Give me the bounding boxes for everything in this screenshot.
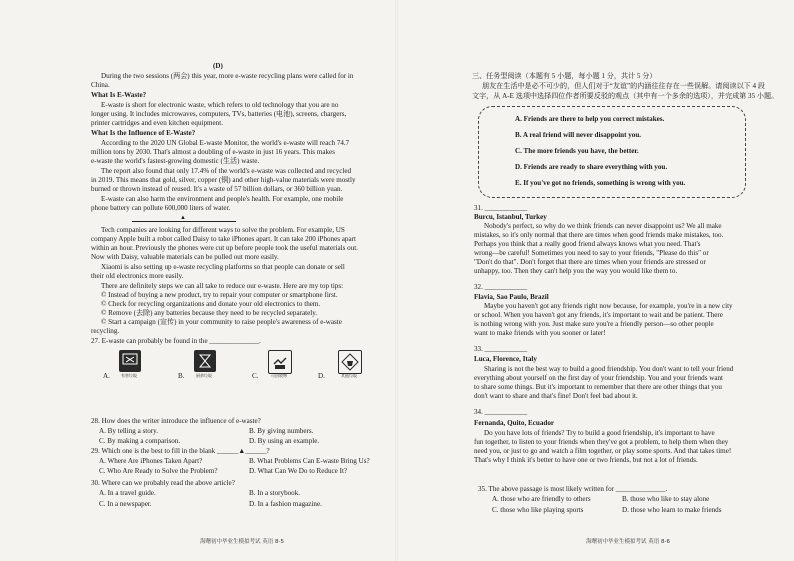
q30-option-a[interactable]: A. In a travel guide. [99, 489, 156, 497]
para-intro-2: China. [91, 81, 110, 89]
p31-line-5: "Don't do that". Don't forget that there are times when your friends are stressed or [474, 258, 706, 266]
para-report-2: in 2019. This means that gold, silver, copper (铜) and other high-value materials were mostly [91, 176, 356, 184]
question-35: 35. The above passage is most likely written for ______________. [478, 485, 668, 493]
para-ewaste-3: printer cartridges and even kitchen equipment. [91, 119, 223, 127]
para-influence-3: e-waste the world's fastest-growing domestic (生活) waste. [91, 157, 260, 165]
question-32[interactable]: 32. ____________ [474, 283, 528, 291]
box-option-b: B. A real friend will never disappoint you. [515, 131, 642, 139]
hazardous-caption: 有害垃圾 [121, 373, 137, 378]
para-report-3: burned or thrown instead of reused. It's a waste of 57 billion dollars, or 360 billion yuan. [91, 185, 343, 193]
p34-line-3: need you, or just to go and watch a film together, or play some sports. And that takes time! [474, 447, 732, 455]
para-harm-1: E-waste can also harm the environment and people's health. For example, one mobile [101, 195, 344, 203]
p31-line-1: Nobody's perfect, so why do we think friends can never disappoint us? We all make [484, 222, 722, 230]
tip-1: © Instead of buying a new product, try to repair your computer or smartphone first. [101, 291, 338, 299]
p34-line-2: fun together, to listen to your friends when they've got a problem, to help them when they [474, 438, 729, 446]
q30-option-c[interactable]: C. In a newspaper. [99, 500, 152, 508]
q35-option-a[interactable]: A. those who are friendly to others [492, 495, 591, 503]
q27-option-c[interactable]: C. [252, 372, 259, 380]
question-30: 30. Where can we probably read the above article? [91, 479, 235, 487]
p31-line-2: mistakes, so it's only normal that there are times when good friends make mistakes, too. [474, 231, 724, 239]
q27-option-b[interactable]: B. [178, 372, 185, 380]
question-31[interactable]: 31. ____________ [474, 204, 528, 212]
box-option-c: C. The more friends you have, the better. [515, 147, 639, 155]
question-27: 27. E-waste can probably be found in the ______________. [91, 337, 261, 345]
instructions-1: 朋友在生活中是必不可少的，但人们对于“友谊”的内涵往往存在一些误解。请阅读以下 4 段 [482, 82, 765, 90]
para-report-1: The report also found that only 17.4% of the world's e-waste was collected and recycled [101, 167, 352, 175]
para-influence-2: million tons by 2030. That's almost a doubling of e-waste in just 16 years. This makes [91, 148, 335, 156]
p31-line-4: wrong—be careful! Sometimes you need to say to your friends, "Please do this" or [474, 249, 709, 257]
tip-3: © Remove (去除) any batteries because they need to be recycled separately. [101, 309, 318, 317]
para-tech-4: Now with Daisy, valuable materials can be pulled out more easily. [91, 253, 279, 261]
p31-author: Burcu, Istanbul, Turkey [474, 213, 547, 221]
p32-line-3: is nothing wrong with you. Just make sure you're a friendly person—so other people [474, 320, 714, 328]
kitchen-waste-icon [194, 350, 216, 372]
p33-line-4: don't want to share and that's fine! Don't feel bad about it. [474, 392, 638, 400]
left-footer: 海曙初中毕业生模拟考试 英语 8-5 [200, 539, 284, 545]
other-waste-icon [338, 350, 362, 374]
para-ewaste-2: longer using. It includes microwaves, computers, TVs, batteries (电池), screens, chargers, [91, 110, 347, 118]
q27-option-a[interactable]: A. [103, 372, 110, 380]
instructions-2: 文字，从 A-E 选项中选择四位作者所要反驳的观点（其中有一个多余的选项），并完成第 35 小题。 [472, 92, 779, 100]
para-xiaomi-2: their old electronics more easily. [91, 272, 184, 280]
p32-author: Flavia, Sao Paulo, Brazil [474, 293, 549, 301]
p33-line-3: to share some things. But it's important to remember that there are other things that you [474, 383, 722, 391]
question-33[interactable]: 33. ____________ [474, 345, 528, 353]
tips-end: recycling. [91, 327, 120, 335]
q30-option-b[interactable]: B. In a storybook. [249, 489, 301, 497]
q29-option-a[interactable]: A. Where Are iPhones Taken Apart? [99, 457, 203, 465]
heading-influence: What Is the Influence of E-Waste? [91, 129, 196, 137]
para-ewaste-1: E-waste is short for electronic waste, which refers to old technology that you are no [101, 101, 339, 109]
question-29: 29. Which one is the best to fill in the blank ______▲______? [91, 447, 270, 455]
para-harm-2: phone battery can pollute 600,000 liters of water. [91, 204, 231, 212]
q28-option-a[interactable]: A. By telling a story. [99, 427, 159, 435]
para-intro-1: During the two sessions (两会) this year, more e-waste recycling plans were called for in [101, 72, 354, 80]
p33-line-2: everything about yourself on the first day of your friendship. You and your friends want [474, 374, 724, 382]
right-page [397, 0, 794, 561]
para-tech-2: company Apple built a robot called Daisy to take iPhones apart. It can take 200 iPhones apart [91, 235, 356, 243]
box-option-a: A. Friends are there to help you correct mistakes. [515, 115, 665, 123]
q35-option-c[interactable]: C. those who like playing sports [492, 506, 584, 514]
kitchen-caption: 厨余垃圾 [196, 373, 212, 378]
other-caption: 其他垃圾 [341, 373, 357, 378]
q29-option-b[interactable]: B. What Problems Can E-waste Bring Us? [249, 457, 370, 465]
box-option-e: E. If you've got no friends, something is wrong with you. [515, 179, 686, 187]
q28-option-b[interactable]: B. By giving numbers. [249, 427, 314, 435]
q35-option-d[interactable]: D. those who learn to make friends [622, 506, 722, 514]
q28-option-d[interactable]: D. By using an example. [249, 437, 320, 445]
p31-line-6: unhappy, too. Then they can't help you the way you would like them to. [474, 267, 678, 275]
p33-line-1: Sharing is not the best way to build a good friendship. You don't want to tell your friend [484, 365, 734, 373]
question-28: 28. How does the writer introduce the influence of e-waste? [91, 417, 261, 425]
q29-option-c[interactable]: C. Who Are Ready to Solve the Problem? [99, 467, 218, 475]
tip-2: © Check for recycling organizations and donate your old electronics to them. [101, 300, 321, 308]
section-header: 三、任务型阅读（本题有 5 小题，每小题 1 分，共计 5 分） [472, 72, 657, 80]
q30-option-d[interactable]: D. In a fashion magazine. [249, 500, 322, 508]
blank-marker: ▲ [180, 215, 186, 221]
hazardous-waste-icon [119, 350, 141, 372]
p32-line-2: or school. When you haven't got any friends, it's important to wait and be patient. There [474, 311, 723, 319]
q29-option-d[interactable]: D. What Can We Do to Reduce It? [249, 467, 348, 475]
heading-what-is-ewaste: What Is E-Waste? [91, 91, 147, 99]
tip-4: © Start a campaign (宣传) in your community to raise people's awareness of e-waste [101, 318, 342, 326]
q27-option-d[interactable]: D. [318, 372, 325, 380]
p32-line-1: Maybe you haven't got any friends right now because, for example, you're in a new city [484, 302, 733, 310]
recyclable-caption: 可回收物 [271, 373, 287, 378]
p33-author: Luca, Florence, Italy [474, 355, 537, 363]
para-tips: There are definitely steps we can all take to reduce our e-waste. Here are my top tips: [101, 282, 344, 290]
p34-line-4: That's why I think it's better to have one or two friends, but not a lot of friends. [474, 456, 698, 464]
p34-author: Fernanda, Quito, Ecuador [474, 419, 555, 427]
para-tech-3: within an hour. Previously the phones were cut up before people took the useful materials out. [91, 244, 358, 252]
q35-option-b[interactable]: B. those who like to stay alone [622, 495, 710, 503]
recyclable-waste-icon [268, 350, 292, 374]
para-tech-1: Tech companies are looking for different ways to solve the problem. For example, US [101, 226, 345, 234]
p34-line-1: Do you have lots of friends? Try to build a good friendship, it's important to have [484, 429, 715, 437]
p32-line-4: want to make friends with you sooner or later! [474, 329, 606, 337]
q28-option-c[interactable]: C. By making a comparison. [99, 437, 181, 445]
section-label: (D) [213, 62, 223, 70]
question-34[interactable]: 34. ____________ [474, 408, 528, 416]
p31-line-3: Perhaps you think that a really good friend always knows what you need. That's [474, 240, 701, 248]
box-option-d: D. Friends are ready to share everything with you. [515, 163, 668, 171]
para-xiaomi-1: Xiaomi is also setting up e-waste recycling platforms so that people can donate or sell [101, 263, 345, 271]
right-footer: 海曙初中毕业生模拟考试 英语 8-6 [586, 539, 670, 545]
para-influence-1: According to the 2020 UN Global E-waste Monitor, the world's e-waste will reach 74.7 [101, 139, 350, 147]
